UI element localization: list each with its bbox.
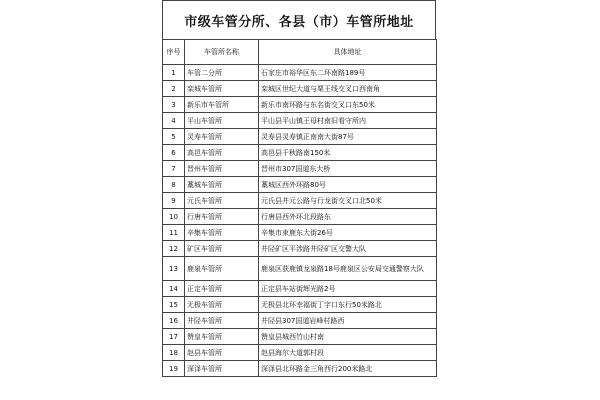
table-row	[163, 113, 437, 129]
office-address: 井陉矿区平涉路井陉矿区交警大队	[259, 241, 437, 257]
row-number: 12	[163, 241, 185, 257]
office-name: 灵寿车管所	[185, 129, 259, 145]
table-row	[163, 257, 437, 281]
office-name: 平山车管所	[185, 113, 259, 129]
office-address: 新乐市南环路与东名街交叉口东50米	[259, 97, 437, 113]
office-name: 行唐车管所	[185, 209, 259, 225]
office-name: 栾城车管所	[185, 81, 259, 97]
table-row	[163, 345, 437, 361]
table-row	[163, 241, 437, 257]
office-address: 晋州市307国道东大桥	[259, 161, 437, 177]
office-name: 正定车管所	[185, 281, 259, 297]
office-address: 赞皇县城西竹山村南	[259, 329, 437, 345]
table-row	[163, 361, 437, 377]
table-row	[163, 329, 437, 345]
header-no: 序号	[163, 40, 185, 65]
table-row	[163, 209, 437, 225]
table-row	[163, 225, 437, 241]
office-name: 辛集车管所	[185, 225, 259, 241]
office-name: 深泽车管所	[185, 361, 259, 377]
office-address: 正定县车站街辉光路2号	[259, 281, 437, 297]
row-number: 5	[163, 129, 185, 145]
office-address: 高邑县千秋路南150米	[259, 145, 437, 161]
office-address: 平山县平山镇王母村南旧看守所内	[259, 113, 437, 129]
office-name: 矿区车管所	[185, 241, 259, 257]
table-row	[163, 281, 437, 297]
row-number: 11	[163, 225, 185, 241]
table-row	[163, 65, 437, 81]
row-number: 13	[163, 257, 185, 281]
row-number: 4	[163, 113, 185, 129]
row-number: 6	[163, 145, 185, 161]
office-address: 赵县海尔大道郭村段	[259, 345, 437, 361]
header-name: 车管所名称	[185, 40, 259, 65]
office-name: 鹿泉车管所	[185, 257, 259, 281]
office-address: 行唐县西外环北段路东	[259, 209, 437, 225]
table-header-row	[163, 40, 437, 65]
table-row	[163, 161, 437, 177]
office-address: 井陉县307国道岩峰村路西	[259, 313, 437, 329]
office-address: 藁城区西外环路80号	[259, 177, 437, 193]
office-address: 无极县北环幸福街丁字口东行50米路北	[259, 297, 437, 313]
office-name: 藁城车管所	[185, 177, 259, 193]
row-number: 2	[163, 81, 185, 97]
row-number: 3	[163, 97, 185, 113]
office-name: 赵县车管所	[185, 345, 259, 361]
row-number: 17	[163, 329, 185, 345]
table-row	[163, 81, 437, 97]
table-row	[163, 129, 437, 145]
table-row	[163, 297, 437, 313]
table-row	[163, 177, 437, 193]
header-address: 具体地址	[259, 40, 437, 65]
office-address: 鹿泉区获鹿镇龙泉路18号鹿泉区公安局交通警察大队	[259, 257, 437, 281]
office-address: 深泽县北环路金三角西行200米路北	[259, 361, 437, 377]
row-number: 18	[163, 345, 185, 361]
office-address: 灵寿县灵寿镇正南南大街87号	[259, 129, 437, 145]
office-address: 栾城区世纪大道与栗王线交叉口西南角	[259, 81, 437, 97]
table-row	[163, 193, 437, 209]
office-name: 元氏车管所	[185, 193, 259, 209]
address-table	[162, 39, 437, 377]
table-row	[163, 145, 437, 161]
row-number: 8	[163, 177, 185, 193]
row-number: 7	[163, 161, 185, 177]
office-name: 高邑车管所	[185, 145, 259, 161]
address-document	[162, 0, 436, 377]
office-name: 井陉车管所	[185, 313, 259, 329]
office-address: 元氏县井元公路与行龙街交叉口北50米	[259, 193, 437, 209]
row-number: 16	[163, 313, 185, 329]
table-body	[163, 65, 437, 377]
office-name: 晋州车管所	[185, 161, 259, 177]
table-row	[163, 313, 437, 329]
document-title: 市级车管分所、各县（市）车管所地址	[162, 0, 436, 39]
row-number: 15	[163, 297, 185, 313]
table-row	[163, 97, 437, 113]
row-number: 14	[163, 281, 185, 297]
office-name: 赞皇车管所	[185, 329, 259, 345]
row-number: 9	[163, 193, 185, 209]
row-number: 10	[163, 209, 185, 225]
row-number: 19	[163, 361, 185, 377]
office-address: 石家庄市裕华区东二环南路189号	[259, 65, 437, 81]
office-name: 车管二分所	[185, 65, 259, 81]
office-name: 无极车管所	[185, 297, 259, 313]
office-address: 辛集市束鹿东大街26号	[259, 225, 437, 241]
office-name: 新乐市车管所	[185, 97, 259, 113]
row-number: 1	[163, 65, 185, 81]
